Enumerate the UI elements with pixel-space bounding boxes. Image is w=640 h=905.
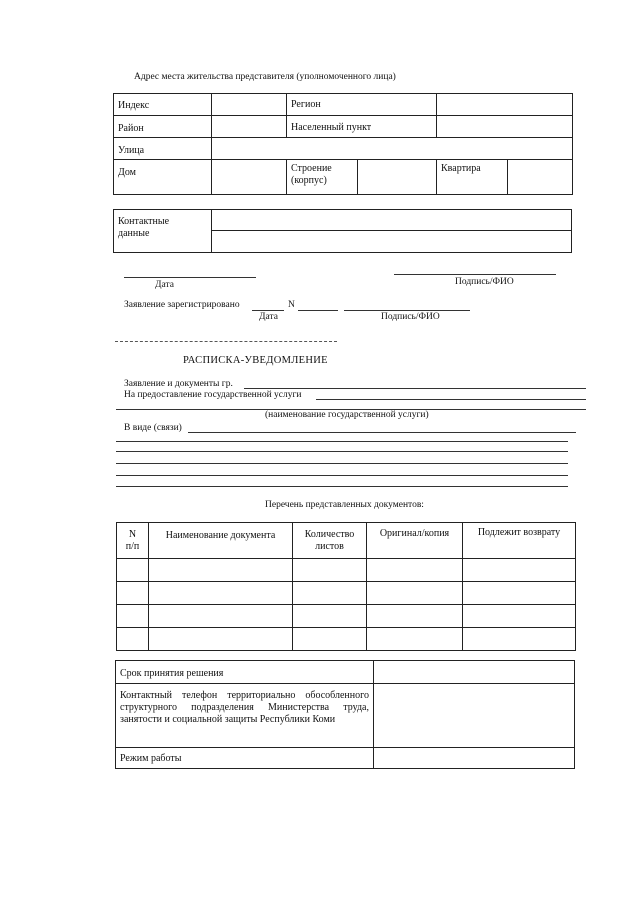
applicant-line[interactable] [244, 388, 586, 389]
table-row [117, 559, 576, 582]
form-label: В виде (связи) [124, 423, 182, 433]
contacts-label-line-2: данные [118, 228, 150, 239]
building-label [287, 160, 357, 194]
contact-phone-input[interactable] [374, 684, 575, 748]
locality-input[interactable] [437, 116, 573, 138]
table-cell[interactable] [149, 605, 293, 628]
contacts-table [113, 209, 572, 253]
service-text: На предоставление государственной услуги [124, 390, 302, 400]
table-cell[interactable] [117, 628, 149, 651]
decision-term-input[interactable] [374, 661, 575, 684]
service-line-1[interactable] [316, 399, 586, 400]
building-input[interactable] [357, 160, 436, 194]
table-cell[interactable] [293, 559, 367, 582]
table-cell[interactable] [117, 559, 149, 582]
district-label: Район [114, 116, 212, 138]
address-section-title: Адрес места жительства представителя (уполномоченного лица) [134, 72, 396, 82]
form-line-3[interactable] [116, 451, 568, 452]
registration-date-caption: Дата [259, 312, 278, 322]
house-label: Дом [114, 160, 212, 195]
apartment-split-cell [437, 160, 573, 195]
table-cell[interactable] [463, 559, 576, 582]
work-hours-label: Режим работы [116, 748, 374, 769]
header-number-line-2: п/п [125, 541, 140, 552]
table-cell[interactable] [117, 582, 149, 605]
registration-signature-caption: Подпись/ФИО [381, 312, 440, 322]
street-label: Улица [114, 138, 212, 160]
cut-line [115, 341, 337, 342]
table-cell[interactable] [367, 582, 463, 605]
table-cell[interactable] [117, 605, 149, 628]
decision-term-label: Срок принятия решения [116, 661, 374, 684]
table-cell[interactable] [293, 582, 367, 605]
header-document-name: Наименование документа [149, 523, 293, 559]
building-split-cell [287, 160, 437, 195]
table-cell[interactable] [149, 559, 293, 582]
form-line-2[interactable] [116, 441, 568, 442]
index-label: Индекс [114, 94, 212, 116]
table-cell[interactable] [293, 605, 367, 628]
registration-text: Заявление зарегистрировано [124, 300, 240, 310]
table-row [117, 605, 576, 628]
signature-line[interactable] [394, 274, 556, 275]
contacts-label-line-1: Контактные [118, 216, 170, 227]
house-input[interactable] [212, 160, 287, 195]
index-input[interactable] [212, 94, 287, 116]
header-original-copy: Оригинал/копия [367, 523, 463, 559]
form-line-4[interactable] [116, 463, 568, 464]
table-cell[interactable] [149, 582, 293, 605]
building-label-line-2: (корпус) [291, 175, 327, 186]
table-cell[interactable] [367, 605, 463, 628]
locality-label: Населенный пункт [287, 116, 437, 138]
table-cell[interactable] [367, 559, 463, 582]
registration-number-label: N [288, 300, 295, 310]
registration-date-line[interactable] [252, 310, 284, 311]
form-line-1[interactable] [188, 432, 576, 433]
header-number [117, 523, 149, 559]
service-caption: (наименование государственной услуги) [265, 410, 429, 420]
header-to-return: Подлежит возврату [463, 523, 576, 559]
building-label-line-1: Строение [291, 163, 332, 174]
table-cell[interactable] [293, 628, 367, 651]
registration-signature-line[interactable] [344, 310, 470, 311]
form-line-5[interactable] [116, 475, 568, 476]
contacts-label [114, 210, 212, 253]
contacts-input-1[interactable] [212, 210, 572, 231]
table-cell[interactable] [463, 628, 576, 651]
form-line-6[interactable] [116, 486, 568, 487]
apartment-label: Квартира [437, 160, 507, 194]
header-sheet-count-line-2: листов [315, 541, 344, 552]
header-sheet-count [293, 523, 367, 559]
header-number-line-1: N [128, 529, 137, 540]
table-cell[interactable] [463, 605, 576, 628]
table-cell[interactable] [463, 582, 576, 605]
address-table [113, 93, 573, 195]
date-caption: Дата [155, 280, 174, 290]
receipt-title: РАСПИСКА-УВЕДОМЛЕНИЕ [183, 355, 328, 366]
signature-caption: Подпись/ФИО [455, 277, 514, 287]
date-line[interactable] [124, 277, 256, 278]
documents-table [116, 522, 576, 651]
table-cell[interactable] [367, 628, 463, 651]
table-row [117, 628, 576, 651]
apartment-input[interactable] [507, 160, 572, 194]
table-cell[interactable] [149, 628, 293, 651]
region-input[interactable] [437, 94, 573, 116]
documents-title: Перечень представленных документов: [265, 500, 424, 510]
contacts-input-2[interactable] [212, 231, 572, 253]
work-hours-input[interactable] [374, 748, 575, 769]
header-sheet-count-line-1: Количество [304, 529, 355, 540]
info-table [115, 660, 575, 769]
contact-phone-label: Контактный телефон территориально обособленного структурного подразделения Министерства труда, занятости и социальной защиты Республики Коми [116, 684, 374, 748]
district-input[interactable] [212, 116, 287, 138]
region-label: Регион [287, 94, 437, 116]
registration-number-line[interactable] [298, 310, 338, 311]
table-row [117, 582, 576, 605]
applicant-text: Заявление и документы гр. [124, 379, 233, 389]
street-input[interactable] [212, 138, 573, 160]
